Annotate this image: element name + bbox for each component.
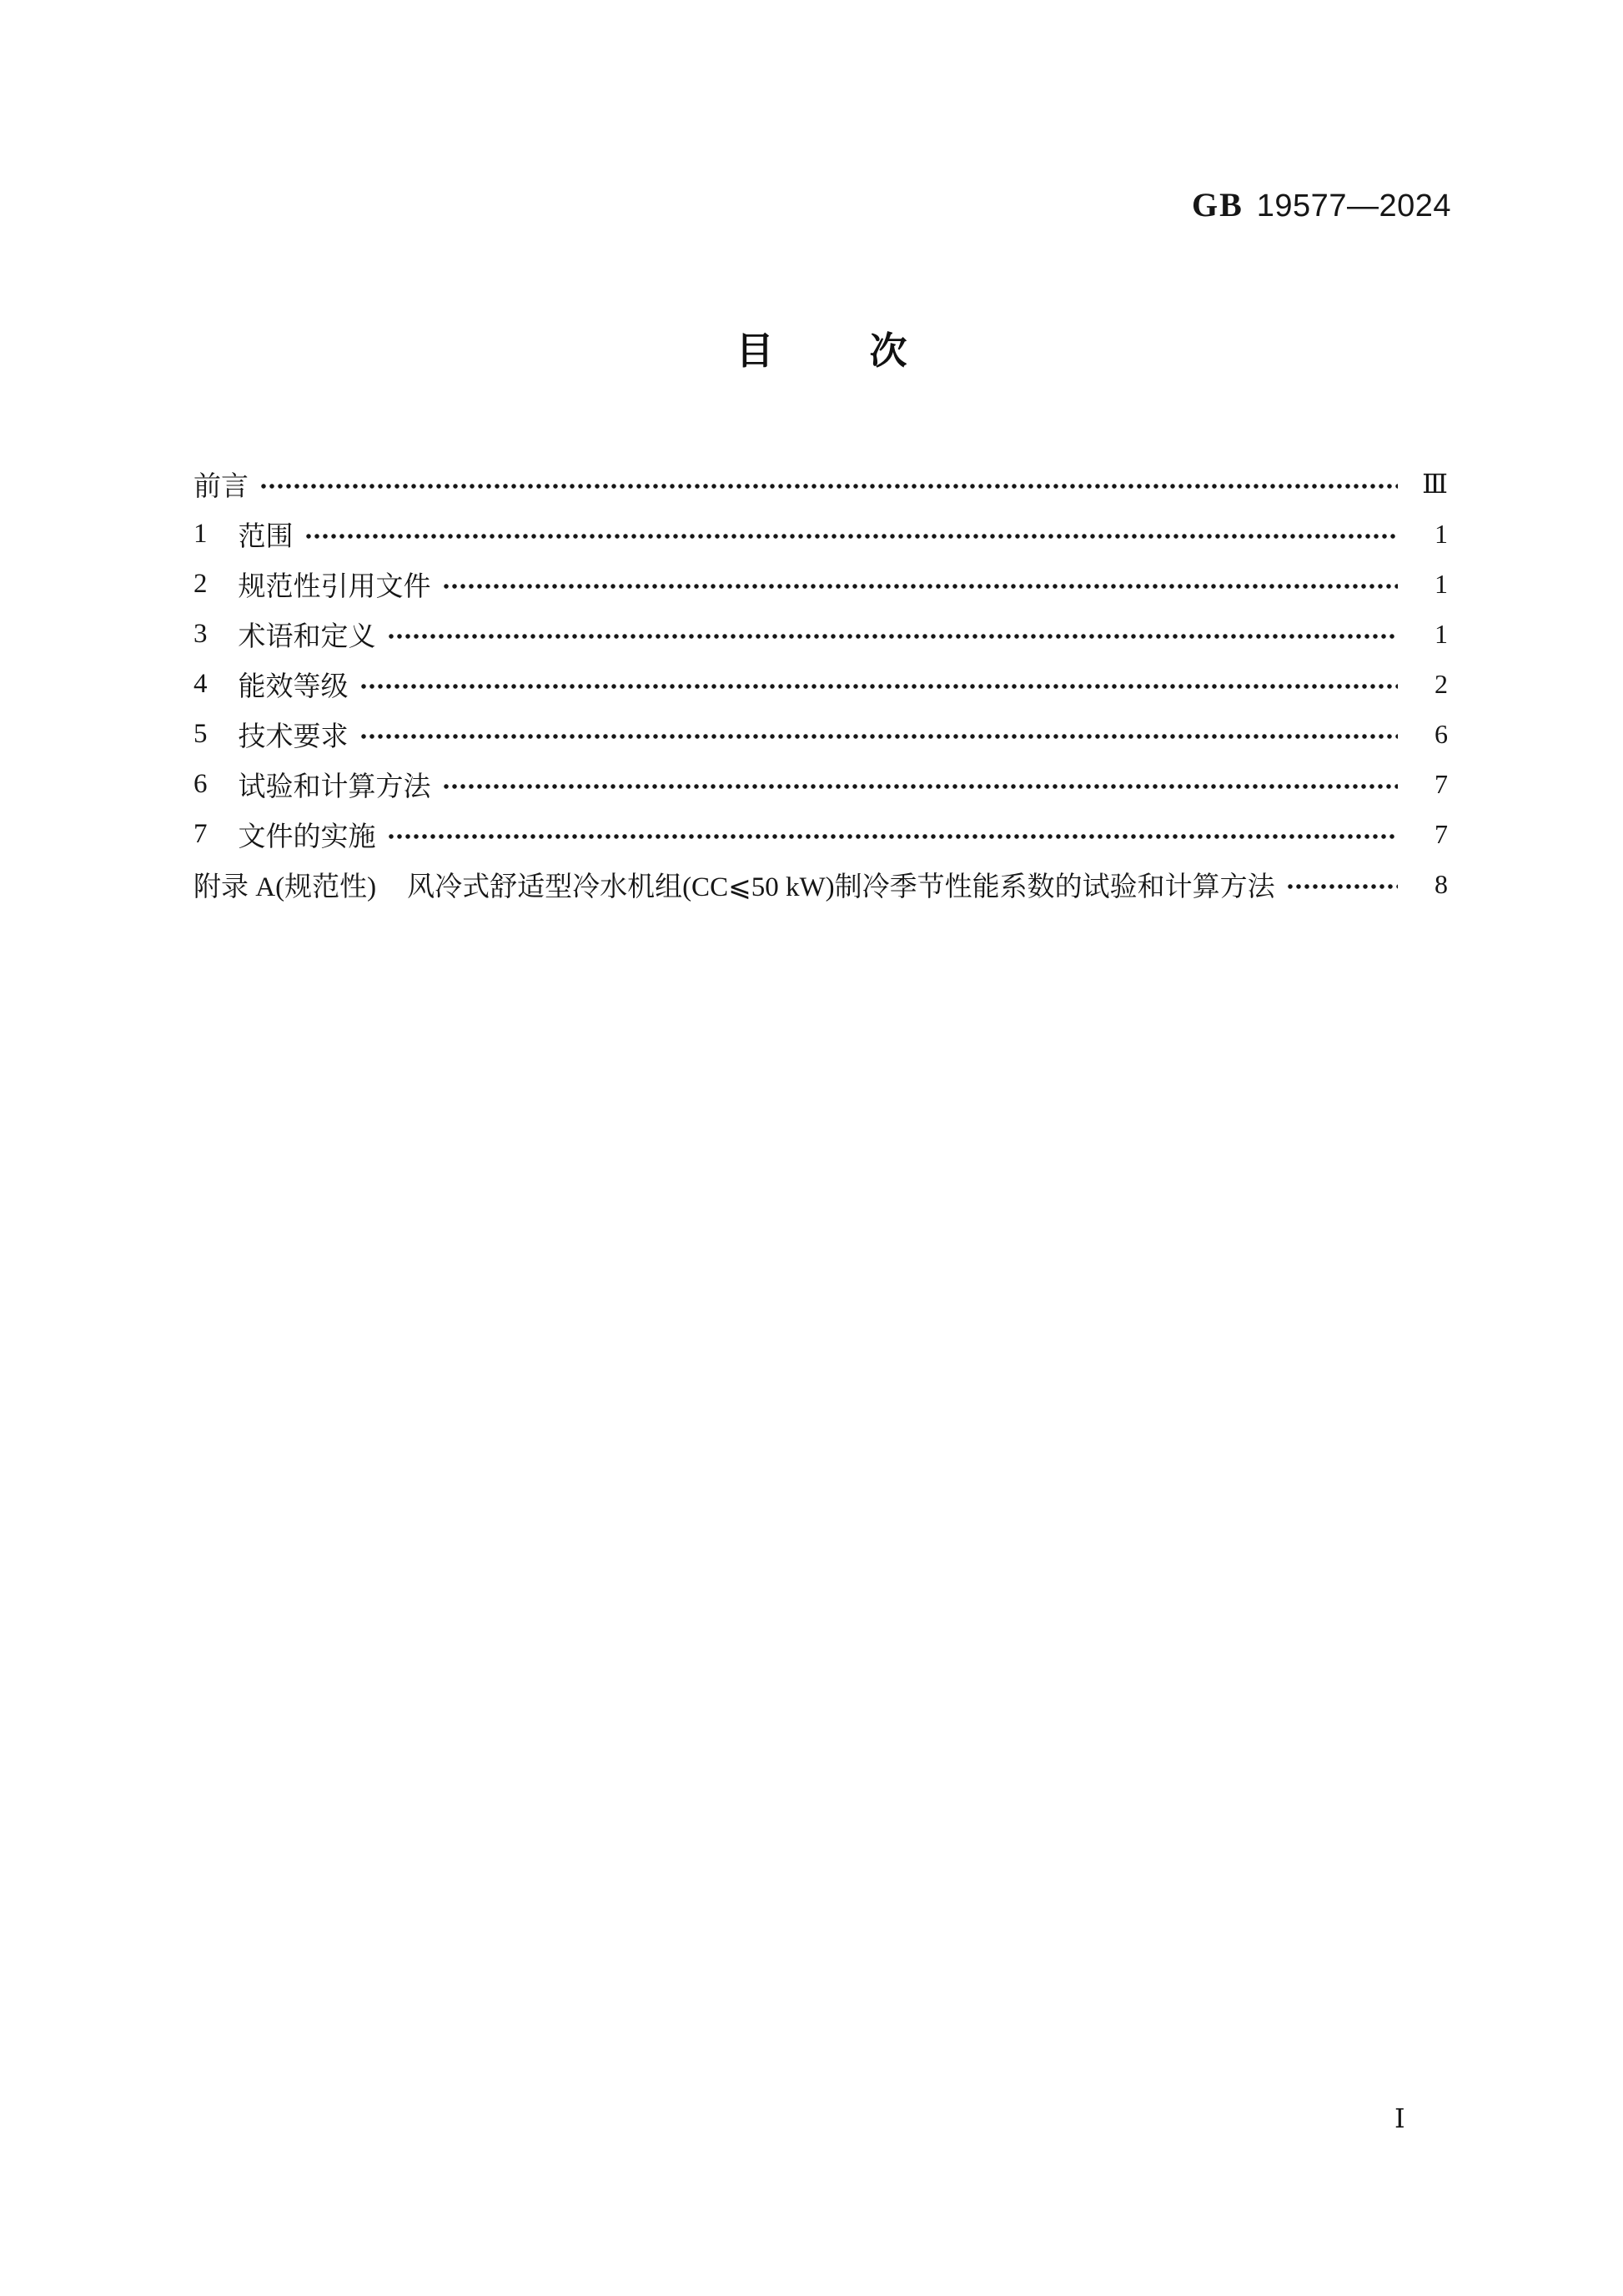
- footer-page-number: Ⅰ: [1394, 2103, 1405, 2133]
- toc-entry-page: 8: [1435, 868, 1448, 899]
- dot-leader: [442, 782, 1399, 791]
- dot-leader: [387, 632, 1399, 641]
- toc-row: [193, 459, 1448, 509]
- toc-entry-page: 2: [1435, 668, 1448, 699]
- toc-entry-label: 文件的实施: [238, 821, 376, 852]
- dot-leader: [359, 682, 1399, 691]
- toc-entry-prefix: 2: [193, 568, 208, 599]
- toc-entry-page: 7: [1435, 768, 1448, 799]
- dot-leader: [259, 482, 1398, 490]
- toc-entry-label: 术语和定义: [238, 621, 376, 652]
- toc-entry-page: 1: [1435, 618, 1448, 649]
- dot-leader: [442, 582, 1399, 590]
- toc-entry-prefix: 4: [193, 668, 208, 699]
- toc-entry-prefix: 7: [193, 818, 208, 849]
- toc-entry-label: 规范性引用文件: [238, 571, 431, 602]
- toc-title: [193, 329, 1450, 372]
- standard-code-number: 19577—2024: [1256, 188, 1451, 224]
- toc-entry-prefix: 前言: [193, 471, 249, 502]
- toc-entry-page: 1: [1435, 518, 1448, 549]
- standard-code-prefix: GB: [1191, 186, 1244, 224]
- dot-leader: [387, 832, 1399, 841]
- dot-leader: [359, 732, 1399, 741]
- toc-entry-prefix: 3: [193, 618, 208, 649]
- toc-entry-page: 6: [1435, 718, 1448, 749]
- toc-entry-prefix: 1: [193, 518, 208, 549]
- toc-row: [193, 709, 1448, 759]
- dot-leader: [1286, 882, 1398, 891]
- toc-row: [193, 809, 1448, 859]
- toc-row: [193, 509, 1448, 559]
- toc-title-char-1: 目: [736, 329, 774, 372]
- toc-title-char-2: 次: [869, 329, 907, 372]
- toc-entry-label: 范围: [238, 521, 294, 552]
- toc-entry-label: 风冷式舒适型冷水机组(CC⩽50 kW)制冷季节性能系数的试验和计算方法: [407, 872, 1275, 902]
- toc-entry-page: 7: [1435, 818, 1448, 849]
- toc-entry-label: 试验和计算方法: [238, 771, 431, 802]
- toc-entry-prefix: 附录 A(规范性): [193, 872, 377, 902]
- toc-entry-page: Ⅲ: [1422, 469, 1448, 499]
- toc-list: [193, 459, 1448, 909]
- toc-entry-label: 技术要求: [238, 721, 349, 752]
- toc-row: [193, 659, 1448, 709]
- toc-entry-page: 1: [1435, 568, 1448, 599]
- standard-code: [1192, 188, 1451, 222]
- dot-leader: [304, 532, 1399, 540]
- toc-entry-prefix: 5: [193, 718, 208, 749]
- toc-row: [193, 759, 1448, 809]
- toc-entry-label: 能效等级: [238, 671, 349, 702]
- toc-entry-prefix: 6: [193, 768, 208, 799]
- toc-row: [193, 559, 1448, 609]
- toc-row: [193, 859, 1448, 909]
- toc-row: [193, 609, 1448, 659]
